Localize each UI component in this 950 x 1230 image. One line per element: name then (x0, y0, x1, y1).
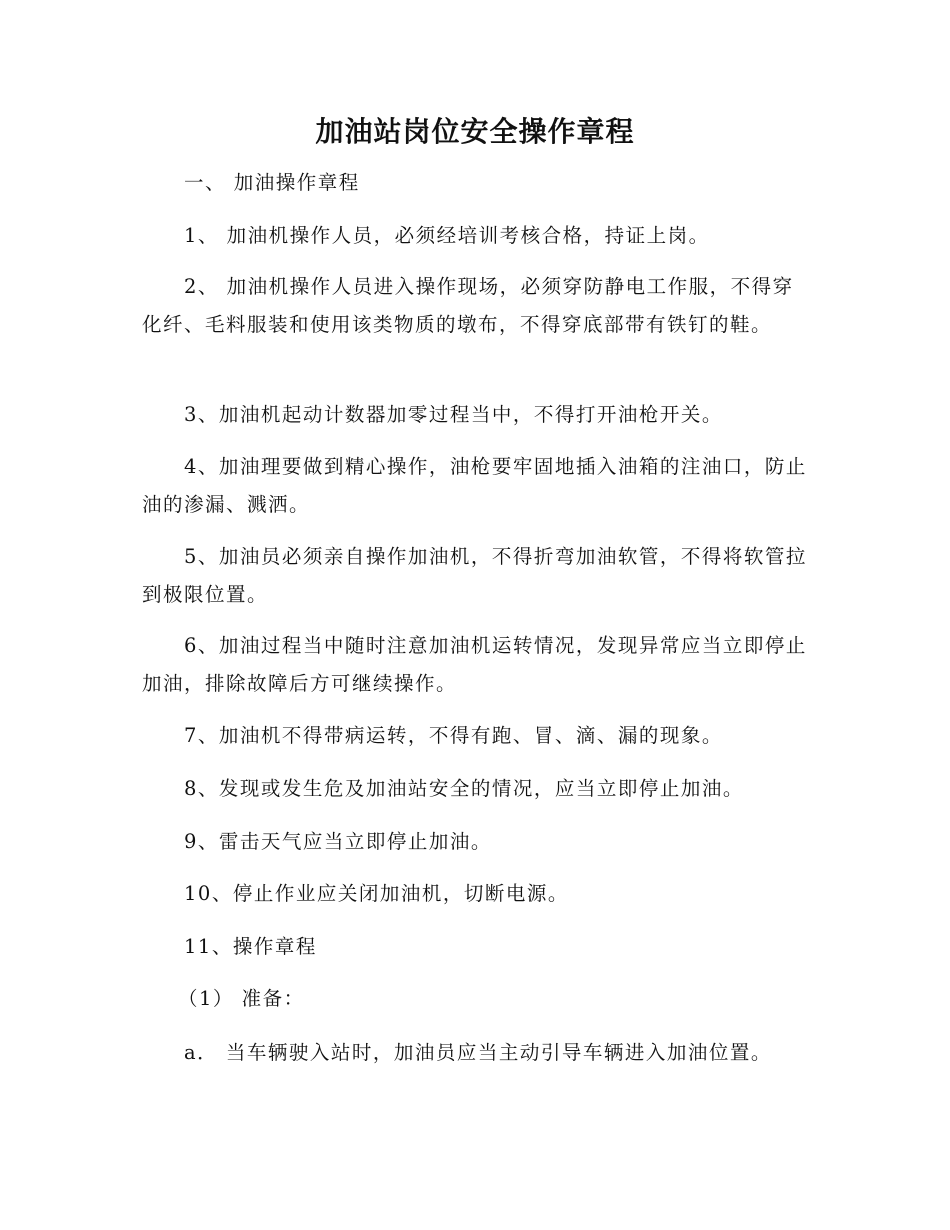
paragraph-item-5: 5、加油员必须亲自操作加油机，不得折弯加油软管，不得将软管拉到极限位置。 (142, 545, 807, 606)
paragraph-item-2: 2、 加油机操作人员进入操作现场，必须穿防静电工作服，不得穿化纤、毛料服装和使用该类物质的墩布，不得穿底部带有铁钉的鞋。 (142, 275, 794, 336)
paragraph-item-10: 10、停止作业应关闭加油机，切断电源。 (184, 882, 569, 905)
paragraph-item-1: 1、 加油机操作人员，必须经培训考核合格，持证上岗。 (184, 224, 710, 247)
paragraph-item-4: 4、加油理要做到精心操作，油枪要牢固地插入油箱的注油口，防止油的渗漏、溅洒。 (142, 455, 807, 516)
subsection-heading: （1） 准备： (178, 987, 305, 1010)
paragraph-item-11: 11、操作章程 (184, 935, 317, 958)
paragraph-item-3: 3、加油机起动计数器加零过程当中，不得打开油枪开关。 (184, 403, 723, 426)
paragraph-item-6: 6、加油过程当中随时注意加油机运转情况，发现异常应当立即停止加油，排除故障后方可继续操作。 (142, 634, 807, 695)
paragraph-item-8: 8、发现或发生危及加油站安全的情况，应当立即停止加油。 (184, 777, 744, 800)
document-title: 加油站岗位安全操作章程 (315, 115, 635, 148)
paragraph-item-a: a． 当车辆驶入站时，加油员应当主动引导车辆进入加油位置。 (184, 1041, 772, 1064)
paragraph-item-7: 7、加油机不得带病运转，不得有跑、冒、滴、漏的现象。 (184, 724, 723, 747)
section-heading: 一、 加油操作章程 (184, 171, 360, 194)
paragraph-item-9: 9、雷击天气应当立即停止加油。 (184, 830, 492, 853)
